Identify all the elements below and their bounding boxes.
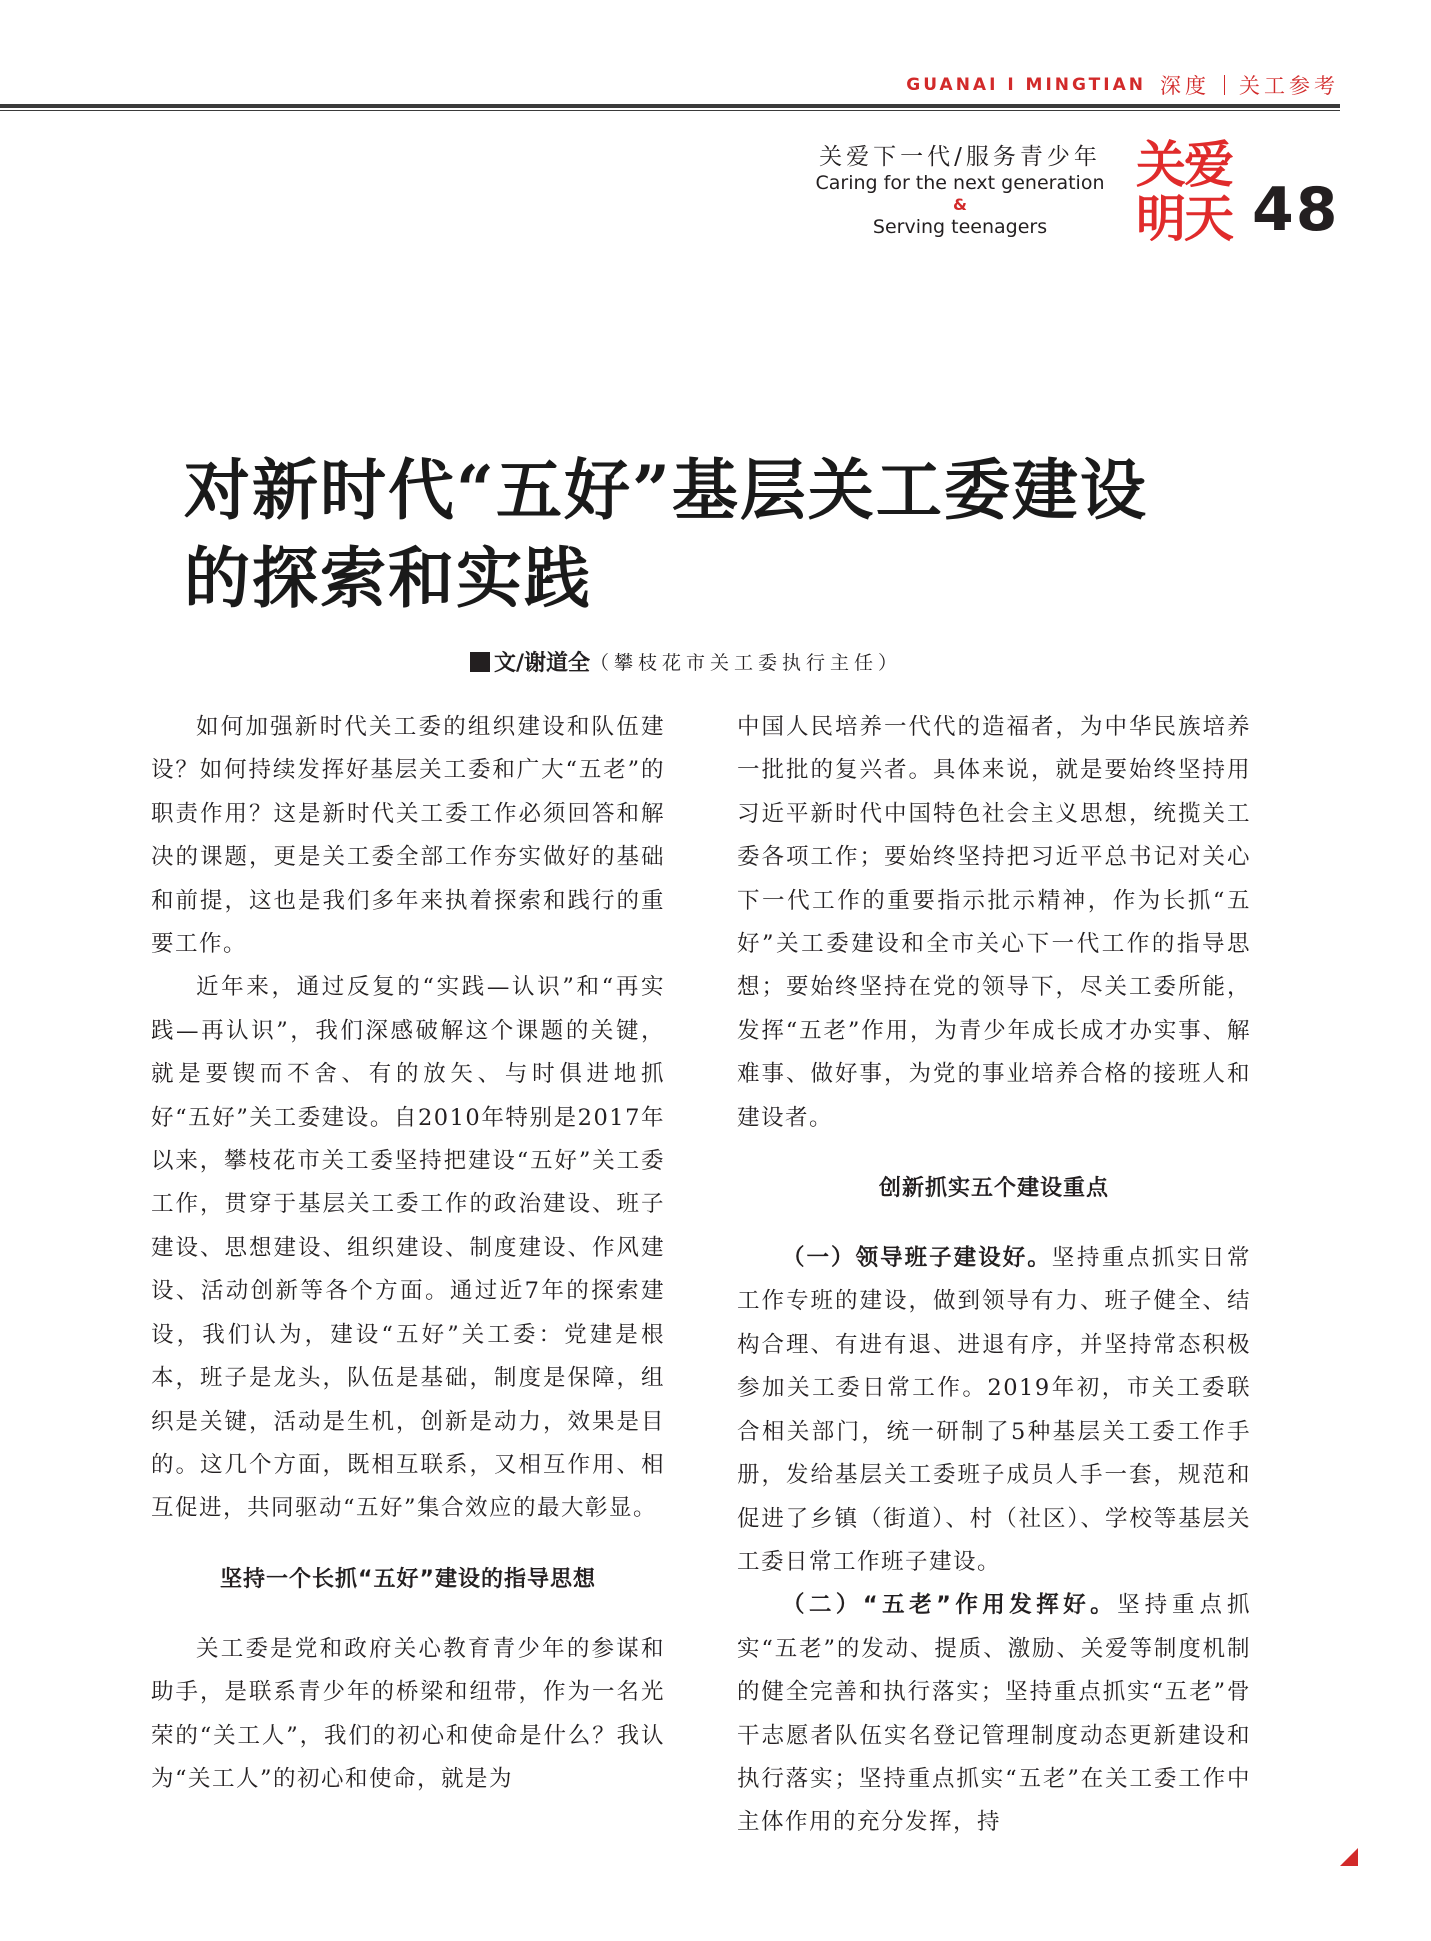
subsection-text: 坚持重点抓实“五老”的发动、提质、激励、关爱等制度机制的健全完善和执行落实；坚持重点抓实“五老”骨干志愿者队伍实名登记管理制度动态更新建设和执行落实；坚持重点抓实“五老”在关工委工作中主体作用的充分发挥，持 [737,1592,1251,1836]
paragraph: 近年来，通过反复的“实践—认识”和“再实践—再认识”，我们深感破解这个课题的关键，就是要锲而不舍、有的放矢、与时俱进地抓好“五好”关工委建设。自2010年特别是2017年以来，攀枝花市关工委坚持把建设“五好”关工委工作，贯穿于基层关工委工作的政治建设、班子建设、思想建设、组织建设、制度建设、作风建设、活动创新等各个方面。通过近7年的探索建设，我们认为，建设“五好”关工委：党建是根本，班子是龙头，队伍是基础，制度是保障，组织是关键，活动是生机，创新是动力，效果是目的。这几个方面，既相互联系，又相互作用、相互促进，共同驱动“五好”集合效应的最大彰显。 [151,974,665,1522]
slogan-chinese: 关爱下一代/服务青少年 [819,144,1101,170]
header-rule [0,104,1340,108]
header-rule-thin [0,110,1340,111]
slogan-block [810,138,1110,239]
guanai-mingtian-logo [1136,138,1240,252]
running-header [906,70,1339,100]
column-label: 关工参考 [1239,74,1339,98]
subsection-lead: （一）领导班子建设好。 [782,1245,1052,1272]
section-heading: 坚持一个长抓“五好”建设的指导思想 [220,1566,596,1592]
paragraph: 中国人民培养一代代的造福者，为中华民族培养一批批的复兴者。具体来说，就是要始终坚持用习近平新时代中国特色社会主义思想，统揽关工委各项工作；要始终坚持把习近平总书记对关心下一代工作的重要指示批示精神，作为长抓“五好”关工委建设和全市关心下一代工作的指导思想；要始终坚持在党的领导下，尽关工委所能，发挥“五老”作用，为青少年成长成才办实事、解难事、做好事，为党的事业培养合格的接班人和建设者。 [737,714,1251,1131]
byline-author: 文/谢道全 [494,651,591,676]
article-title [184,446,1284,622]
byline [470,646,1270,677]
byline-square-icon [470,652,490,672]
subsection-text: 坚持重点抓实日常工作专班的建设，做到领导有力、班子健全、结构合理、有进有退、进退有序，并坚持常态积极参加关工委日常工作。2019年初，市关工委联合相关部门，统一研制了5种基层关工委工作手册，发给基层关工委班子成员人手一套，规范和促进了乡镇（街道）、村（社区）、学校等基层关工委日常工作班子建设。 [737,1245,1251,1575]
magazine-brand: GUANAI I MINGTIAN [906,75,1146,95]
logo-line2: 明天 [1136,190,1232,248]
page-number: 48 [1252,175,1340,245]
section-heading: 创新抓实五个建设重点 [878,1176,1109,1202]
slogan-english-line1: Caring for the next generation [815,172,1105,194]
paragraph: 如何加强新时代关工委的组织建设和队伍建设？如何持续发挥好基层关工委和广大“五老”的职责作用？这是新时代关工委工作必须回答和解决的课题，更是关工委全部工作夯实做好的基础和前提，这也是我们多年来执着探索和践行的重要工作。 [151,714,665,958]
title-line2: 的探索和实践 [184,539,592,617]
header-separator [1224,75,1225,95]
paragraph [737,1584,1251,1844]
slogan-ampersand: & [953,195,967,214]
paragraph [737,1237,1251,1584]
slogan-english-line2: Serving teenagers [872,216,1048,238]
title-line1: 对新时代“五好”基层关工委建设 [184,451,1148,529]
section-label: 深度 [1160,74,1210,98]
left-column [151,706,665,1801]
subsection-lead: （二）“五老”作用发挥好。 [782,1592,1118,1619]
right-column [737,706,1251,1845]
byline-role: （攀枝花市关工委执行主任） [590,652,903,674]
corner-mark [1340,1848,1358,1866]
logo-line1: 关爱 [1136,136,1232,194]
paragraph: 关工委是党和政府关心教育青少年的参谋和助手，是联系青少年的桥梁和纽带，作为一名光荣的“关工人”，我们的初心和使命是什么？我认为“关工人”的初心和使命，就是为 [151,1635,665,1792]
